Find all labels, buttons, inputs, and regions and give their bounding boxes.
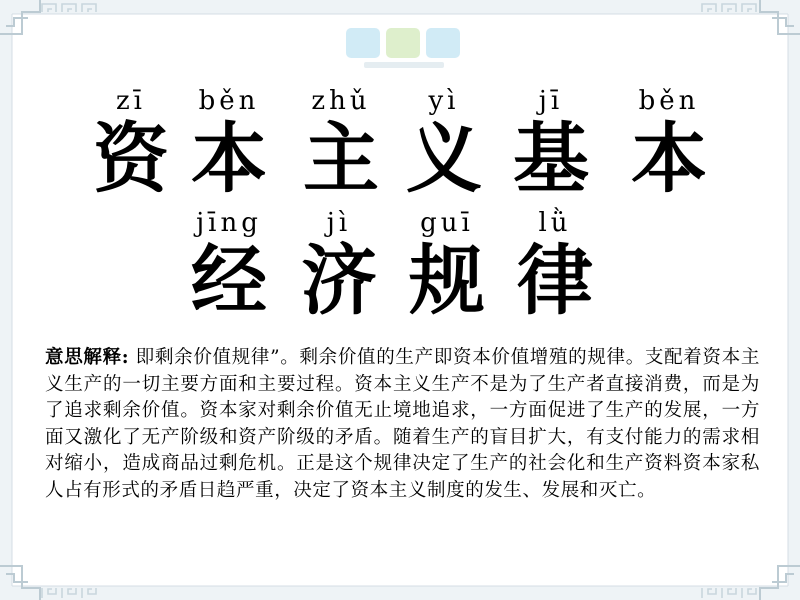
- title-char-1: [76, 86, 186, 202]
- hanzi: 主: [303, 114, 379, 203]
- title-char-10: [500, 208, 610, 324]
- title-char-4: [389, 86, 499, 202]
- title-char-7: [174, 208, 284, 324]
- pinyin: jīng: [196, 208, 262, 238]
- explanation-label: 意思解释:: [45, 347, 130, 368]
- watermark-logo: [344, 22, 464, 72]
- pinyin: běn: [638, 86, 700, 116]
- title-char-9: [392, 208, 502, 324]
- hanzi: 基: [513, 114, 589, 203]
- pinyin: yì: [428, 86, 460, 116]
- hanzi: 资: [93, 114, 169, 203]
- hanzi: 济: [301, 236, 377, 325]
- explanation-text: 即剩余价值规律”。剩余价值的生产即资本价值增殖的规律。支配着资本主义生产的一切主要方面和主要过程。资本主义生产不是为了生产者直接消费，而是为了追求剩余价值。资本家对剩余价值无止境地追求，一方面促进了生产的发展，一方面又激化了无产阶级和资产阶级的矛盾。随着生产的盲目扩大，有支付能力的需求相对缩小，造成商品过剩危机。正是这个规律决定了生产的社会化和生产资料资本家私人占有形式的矛盾日趋严重，决定了资本主义制度的发生、发展和灭亡。: [45, 347, 760, 501]
- pinyin: guī: [420, 208, 474, 238]
- title-char-6: [614, 86, 724, 202]
- pinyin: zī: [115, 86, 146, 116]
- title-char-5: [496, 86, 606, 202]
- title-char-3: [286, 86, 396, 202]
- hanzi: 本: [191, 114, 267, 203]
- explanation-paragraph: [45, 345, 760, 504]
- pinyin: jī: [538, 86, 564, 116]
- pinyin: běn: [198, 86, 260, 116]
- title-char-2: [174, 86, 284, 202]
- hanzi: 经: [191, 236, 267, 325]
- title-char-8: [284, 208, 394, 324]
- pinyin: zhǔ: [311, 86, 371, 116]
- hanzi: 规: [409, 236, 485, 325]
- hanzi: 本: [631, 114, 707, 203]
- hanzi: 律: [517, 236, 593, 325]
- pinyin: lǜ: [538, 208, 572, 238]
- hanzi: 义: [406, 114, 482, 203]
- pinyin: jì: [326, 208, 352, 238]
